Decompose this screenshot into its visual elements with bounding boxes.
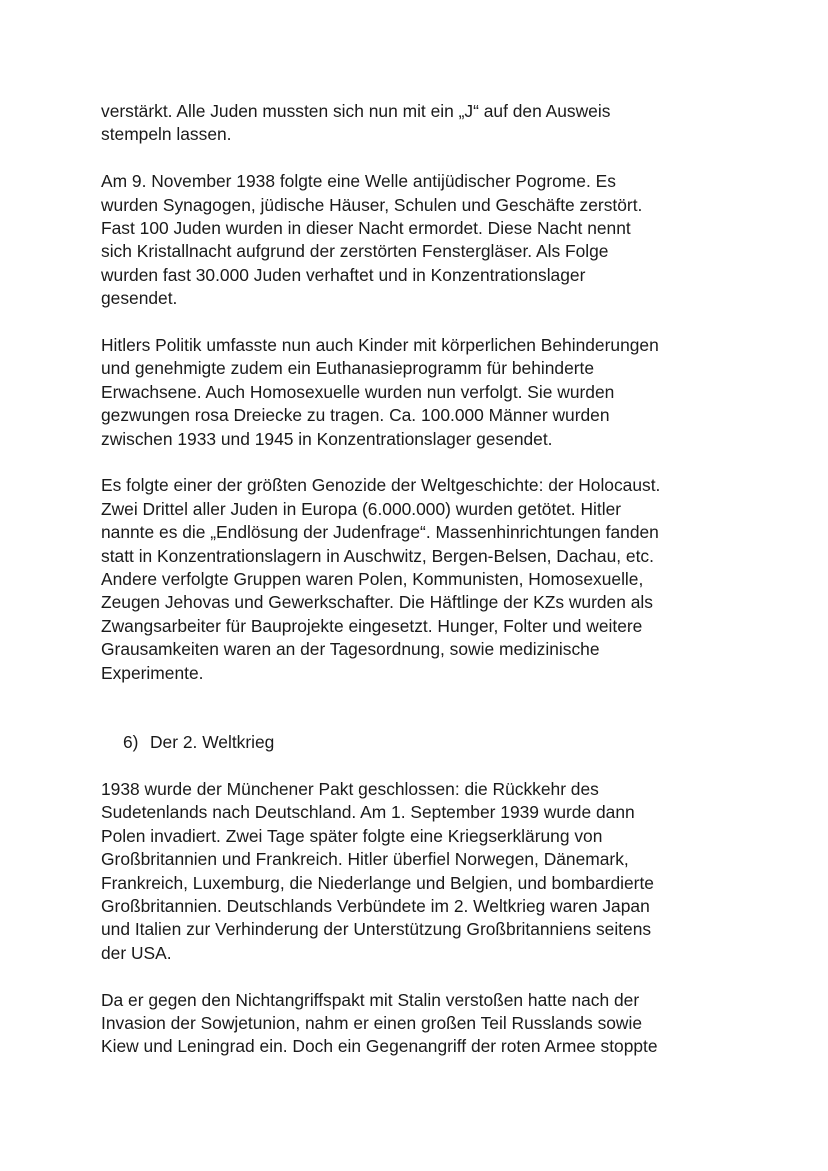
paragraph-spacer: [101, 147, 741, 170]
paragraph-sowjetunion: [101, 989, 741, 1059]
text-line: Andere verfolgte Gruppen waren Polen, Kommunisten, Homosexuelle,: [101, 569, 644, 590]
text-line: Zwangsarbeiter für Bauprojekte eingesetzt. Hunger, Folter und weitere: [101, 615, 643, 636]
text-line: Am 9. November 1938 folgte eine Welle antijüdischer Pogrome. Es: [101, 171, 616, 192]
text-line: Kiew und Leningrad ein. Doch ein Gegenangriff der roten Armee stoppte: [101, 1036, 658, 1057]
text-line: stempeln lassen.: [101, 124, 232, 145]
document-body: [101, 100, 741, 1059]
paragraph-kristallnacht: [101, 170, 741, 310]
text-line: Experimente.: [101, 662, 204, 683]
text-line: verstärkt. Alle Juden mussten sich nun mit ein „J“ auf den Ausweis: [101, 101, 611, 121]
paragraph-weltkrieg-beginn: [101, 778, 741, 965]
text-line: Sudetenlands nach Deutschland. Am 1. September 1939 wurde dann: [101, 802, 635, 823]
text-line: Zwei Drittel aller Juden in Europa (6.000.000) wurden getötet. Hitler: [101, 498, 622, 519]
section-heading: [101, 731, 741, 754]
text-line: statt in Konzentrationslagern in Auschwitz, Bergen-Belsen, Dachau, etc.: [101, 545, 654, 566]
text-line: Polen invadiert. Zwei Tage später folgte eine Kriegserklärung von: [101, 825, 603, 846]
text-line: nannte es die „Endlösung der Judenfrage“. Massenhinrichtungen fanden: [101, 522, 659, 543]
text-line: Erwachsene. Auch Homosexuelle wurden nun verfolgt. Sie wurden: [101, 381, 615, 402]
paragraph-spacer: [101, 311, 741, 334]
text-line: gezwungen rosa Dreiecke zu tragen. Ca. 100.000 Männer wurden: [101, 405, 610, 426]
text-line: Fast 100 Juden wurden in dieser Nacht ermordet. Diese Nacht nennt: [101, 218, 631, 239]
text-line: Hitlers Politik umfasste nun auch Kinder mit körperlichen Behinderungen: [101, 335, 659, 356]
text-line: wurden fast 30.000 Juden verhaftet und in Konzentrationslager: [101, 264, 586, 285]
section-title: Der 2. Weltkrieg: [150, 732, 275, 753]
text-line: Grausamkeiten waren an der Tagesordnung, sowie medizinische: [101, 639, 600, 660]
text-line: Großbritannien und Frankreich. Hitler überfiel Norwegen, Dänemark,: [101, 849, 629, 870]
text-line: gesendet.: [101, 288, 178, 309]
text-line: und genehmigte zudem ein Euthanasieprogramm für behinderte: [101, 358, 595, 379]
section-number: 6): [123, 732, 139, 753]
text-line: sich Kristallnacht aufgrund der zerstörten Fenstergläser. Als Folge: [101, 241, 609, 262]
text-line: und Italien zur Verhinderung der Unterstützung Großbritanniens seitens: [101, 919, 652, 940]
paragraph-spacer: [101, 965, 741, 988]
paragraph-holocaust: [101, 474, 741, 685]
paragraph-spacer: [101, 755, 741, 778]
paragraph-ausweis: [101, 100, 741, 147]
text-line: 1938 wurde der Münchener Pakt geschlossen: die Rückkehr des: [101, 778, 599, 799]
section-spacer: [101, 685, 741, 731]
text-line: Frankreich, Luxemburg, die Niederlange und Belgien, und bombardierte: [101, 872, 654, 893]
text-line: zwischen 1933 und 1945 in Konzentrationslager gesendet.: [101, 428, 553, 449]
paragraph-euthanasie: [101, 334, 741, 451]
text-line: Invasion der Sowjetunion, nahm er einen großen Teil Russlands sowie: [101, 1012, 643, 1033]
text-line: Großbritannien. Deutschlands Verbündete im 2. Weltkrieg waren Japan: [101, 895, 650, 916]
text-line: Da er gegen den Nichtangriffspakt mit Stalin verstoßen hatte nach der: [101, 989, 640, 1010]
text-line: Es folgte einer der größten Genozide der Weltgeschichte: der Holocaust.: [101, 475, 661, 496]
text-line: Zeugen Jehovas und Gewerkschafter. Die Häftlinge der KZs wurden als: [101, 592, 653, 613]
text-line: der USA.: [101, 942, 172, 963]
text-line: wurden Synagogen, jüdische Häuser, Schulen und Geschäfte zerstört.: [101, 194, 643, 215]
paragraph-spacer: [101, 451, 741, 474]
